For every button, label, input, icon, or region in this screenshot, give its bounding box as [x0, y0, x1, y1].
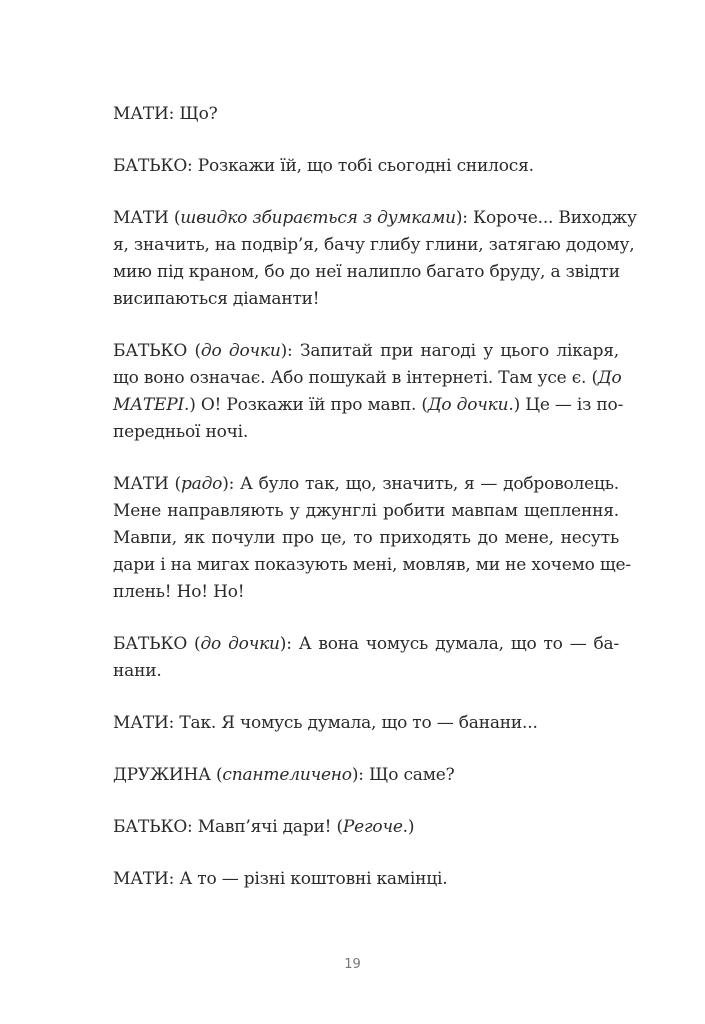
dialogue-text: МАТИ ( — [113, 474, 181, 494]
dialogue-paragraph — [113, 762, 619, 789]
dialogue-paragraph — [113, 710, 619, 737]
dialogue-text: МАТИ: Що? — [113, 104, 218, 124]
dialogue-text: БАТЬКО ( — [113, 341, 201, 361]
dialogue-text: Мене направляють у джунглі робити мавпам щеплення. — [113, 501, 619, 521]
dialogue-text: мию під краном, бо до неї налипло багато бруду, а звідти — [113, 262, 620, 282]
stage-direction: МАТЕРІ. — [113, 395, 190, 415]
dialogue-text: ) Це — із по- — [513, 395, 624, 415]
text-line — [113, 579, 619, 606]
dialogue-text: нани. — [113, 661, 162, 681]
dialogue-text: ): А було так, що, значить, я — доброволець. — [222, 474, 619, 494]
text-line — [113, 392, 624, 419]
dialogue-text: БАТЬКО ( — [113, 634, 201, 654]
stage-direction: спантеличено — [222, 765, 352, 785]
dialogue-text: передньої ночі. — [113, 422, 249, 442]
dialogue-text: ДРУЖИНА ( — [113, 765, 223, 785]
dialogue-text: ): А вона чомусь думала, що то — ба- — [279, 634, 619, 654]
text-line — [113, 552, 631, 579]
text-line — [113, 101, 619, 128]
dialogue-text: дари і на мигах показують мені, мовляв, ми не хочемо ще- — [113, 555, 631, 575]
dialogue-text: я, значить, на подвір’я, бачу глибу глини, затягаю додому, — [113, 235, 635, 255]
dialogue-paragraph — [113, 153, 619, 180]
dialogue-paragraph — [113, 338, 624, 446]
text-line — [113, 658, 619, 685]
dialogue-text: ): Запитай при нагоді у цього лікаря, — [280, 341, 620, 361]
dialogue-paragraph — [113, 101, 619, 128]
dialogue-text: ): Що саме? — [351, 765, 455, 785]
stage-direction: до дочки — [200, 634, 280, 654]
text-line — [113, 259, 619, 286]
dialogue-text: ): Короче... Виходжу — [455, 208, 637, 228]
dialogue-paragraph — [113, 866, 619, 893]
text-line — [113, 631, 619, 658]
text-line — [113, 232, 635, 259]
dialogue-paragraph — [113, 205, 637, 313]
play-dialogue-text — [113, 101, 637, 918]
dialogue-text: БАТЬКО: Розкажи їй, що тобі сьогодні снилося. — [113, 156, 534, 176]
dialogue-text: МАТИ: А то — різні коштовні камінці. — [113, 869, 448, 889]
dialogue-text: МАТИ ( — [113, 208, 181, 228]
dialogue-text: ) О! Розкажи їй про мавп. ( — [189, 395, 428, 415]
text-line — [113, 525, 619, 552]
text-line — [113, 762, 619, 789]
text-line — [113, 710, 619, 737]
dialogue-text: плень! Но! Но! — [113, 582, 245, 602]
text-line — [113, 866, 619, 893]
page-number: 19 — [344, 957, 361, 972]
stage-direction: До — [597, 368, 622, 388]
text-line — [113, 419, 619, 446]
stage-direction: Регоче. — [342, 817, 408, 837]
stage-direction: До дочки. — [427, 395, 514, 415]
stage-direction: швидко збирається з думками — [180, 208, 456, 228]
text-line — [113, 814, 619, 841]
dialogue-paragraph — [113, 631, 619, 685]
dialogue-text: Мавпи, як почули про це, то приходять до мене, несуть — [113, 528, 619, 548]
text-line — [113, 498, 619, 525]
text-line — [113, 365, 622, 392]
text-line — [113, 338, 619, 365]
dialogue-text: БАТЬКО: Мавп’ячі дари! ( — [113, 817, 343, 837]
dialogue-text: ) — [407, 817, 415, 837]
dialogue-paragraph — [113, 471, 631, 606]
dialogue-text: висипаються діаманти! — [113, 289, 320, 309]
text-line — [113, 286, 619, 313]
dialogue-text: МАТИ: Так. Я чомусь думала, що то — банани... — [113, 713, 538, 733]
stage-direction: до дочки — [200, 341, 281, 361]
text-line — [113, 205, 637, 232]
dialogue-text: що воно означає. Або пошукай в інтернеті. Там усе є. ( — [113, 368, 598, 388]
text-line — [113, 153, 619, 180]
dialogue-paragraph — [113, 814, 619, 841]
stage-direction: радо — [180, 474, 223, 494]
text-line — [113, 471, 619, 498]
